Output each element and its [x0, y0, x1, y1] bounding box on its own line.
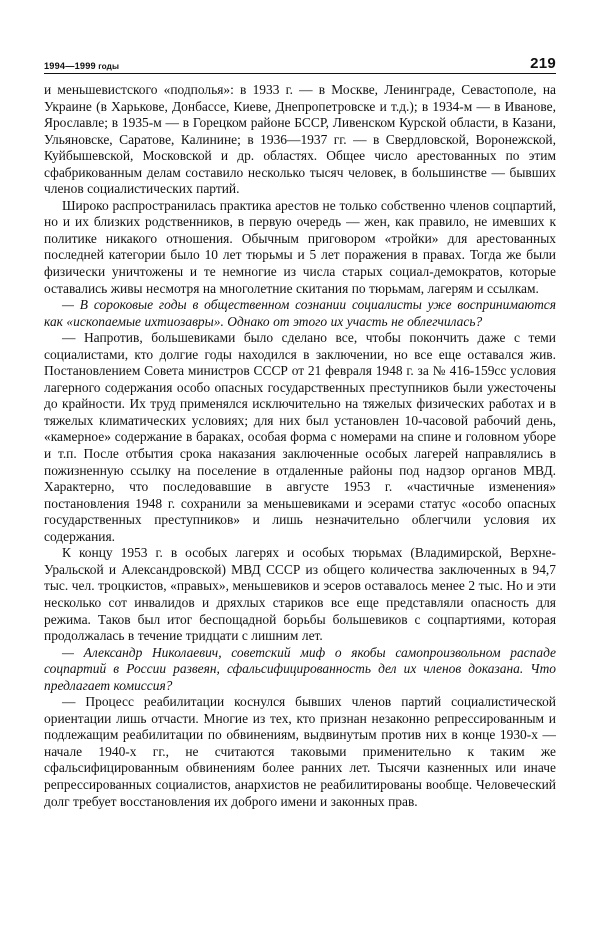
running-head — [44, 54, 556, 74]
running-head-title — [44, 62, 119, 71]
interview-question: — В сороковые годы в общественном сознании социалисты уже воспринимаются как «ископаемые ихтиозавры». Однако от этого их участь не облегчилась? — [44, 297, 556, 329]
paragraph: К концу 1953 г. в особых лагерях и особых тюрьмах (Владимирской, Верхне-Уральской и Александровской) МВД СССР из общего количества заключенных в 94,7 тыс. чел. троцкистов, «правых», меньшевиков и эсеров оставалось менее 2 тыс. Но и эти несколько сот инвалидов и дряхлых стариков все еще представляли опасность для режима. Таков был итог беспощадной борьбы большевиков с соцпартиями, которая продолжалась в течение тридцати с лишним лет. — [44, 545, 556, 644]
running-head-years: 1994—1999 — [44, 60, 96, 71]
interview-question: — Александр Николаевич, советский миф о якобы самопроизвольном распаде соцпартий в России развеян, сфальсифицированность дел их членов доказана. Что предлагает комиссия? — [44, 644, 556, 693]
page-number: 219 — [530, 55, 556, 72]
interview-answer: — Напротив, большевиками было сделано все, чтобы покончить даже с теми социалистами, кто долгие годы находился в заключении, но все еще оставался жив. Постановлением Совета министров СССР от 21 февраля 1948 г. за № 416-159сс условия лагерного содержания особо опасных государственных преступников были ужесточены до крайности. Их труд применялся исключительно на тяжелых физических работах и в тяжелых климатических условиях; для них был установлен 10-часовой рабочий день, «камерное» содержание в бараках, особая форма с номерами на спине и головном уборе и т.п. После отбытия срока наказания заключенные особых лагерей направлялись в пожизненную ссылку на поселение в отдаленные районы под надзор органов МВД. Характерно, что последовавшие в августе 1953 г. «частичные изменения» постановления 1948 г. сохранили за меньшевиками и эсерами статус «особо опасных государственных преступников» и лишь незначительно облегчили условия их содержания. — [44, 330, 556, 544]
paragraph: Широко распространилась практика арестов не только собственно членов соцпартий, но и их близких родственников, в первую очередь — жен, как правило, не имевших к политике никакого отношения. Обычным приговором «тройки» для арестованных последней категории было 10 лет тюрьмы и 5 лет поражения в правах. Тогда же были физически уничтожены и те немногие из числа старых социал-демократов, которые оставались живы несмотря на многолетние скитания по тюрьмам, лагерям и ссылкам. — [44, 197, 556, 296]
running-head-word: годы — [98, 61, 120, 71]
text-column — [44, 82, 556, 810]
interview-answer: — Процесс реабилитации коснулся бывших членов партий социалистической ориентации лишь отчасти. Многие из тех, кто признан незаконно репрессированным и подлежащим реабилитации по обвинениям, выдвинутым против них в конце 1930-х — начале 1940-х гг., не считаются таковыми применительно к таким же сфальсифицированным обвинениям более ранних лет. Тысячи казненных или иначе репрессированных социалистов, анархистов не реабилитированы вообще. Человеческий долг требует восстановления их доброго имени и законных прав. — [44, 694, 556, 809]
paragraph: и меньшевистского «подполья»: в 1933 г. — в Москве, Ленинграде, Севастополе, на Украине (в Харькове, Донбассе, Киеве, Днепропетровске и т.д.); в 1934-м — в Иванове, Ярославле; в 1935-м — в Горецком районе БССР, Ливенском Курской области, в Казани, Ульяновске, Саратове, Калинине; в 1936—1937 гг. — в Свердловской, Воронежской, Куйбышевской, Московской и др. областях. Общее число арестованных по этим сфабрикованным делам составило несколько тысяч человек, в большинстве — бывших членов социалистических партий. — [44, 82, 556, 197]
